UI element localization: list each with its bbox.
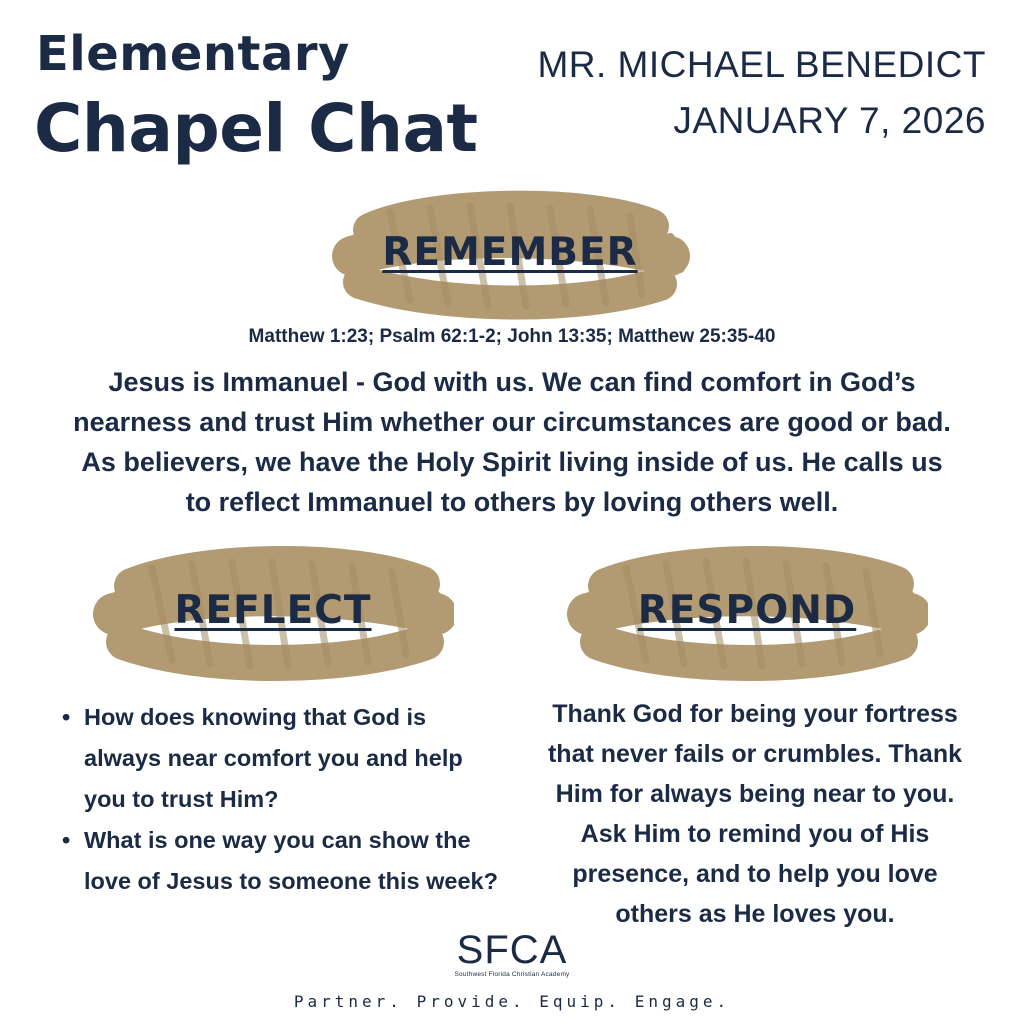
respond-line: others as He loves you.	[615, 900, 895, 928]
sfca-logo-subtitle: Southwest Florida Christian Academy	[454, 971, 570, 978]
question-line: you to trust Him?	[84, 786, 279, 812]
question-line: always near comfort you and help	[84, 745, 463, 771]
question-line: love of Jesus to someone this week?	[84, 868, 498, 894]
respond-line: Him for always being near to you.	[555, 780, 955, 808]
scripture-references: Matthew 1:23; Psalm 62:1-2; John 13:35; Matthew 25:35-40	[248, 326, 776, 347]
respond-line: that never fails or crumbles. Thank	[547, 740, 962, 768]
sfca-logo-text: SFCA	[456, 928, 568, 972]
reflect-questions	[58, 697, 508, 902]
remember-line: As believers, we have the Holy Spirit living inside of us. He calls us	[81, 447, 943, 477]
respond-line: Thank God for being your fortress	[552, 700, 958, 728]
question-line: • How does knowing that God is	[84, 704, 427, 730]
respond-heading: RESPOND	[637, 588, 857, 633]
question-line: • What is one way you can show the	[84, 827, 471, 853]
sfca-logo	[0, 930, 1024, 978]
reflect-question	[58, 820, 508, 902]
reflect-heading: REFLECT	[174, 588, 372, 633]
respond-body	[520, 694, 990, 934]
title-elementary: Elementary	[36, 26, 350, 82]
remember-body	[30, 362, 994, 522]
respond-line: Ask Him to remind you of His	[580, 820, 930, 848]
remember-line: nearness and trust Him whether our circumstances are good or bad.	[73, 407, 951, 437]
remember-heading: REMEMBER	[382, 230, 638, 275]
title-chapel-chat: Chapel Chat	[34, 90, 478, 167]
reflect-question	[58, 697, 508, 820]
respond-line: presence, and to help you love	[572, 860, 938, 888]
tagline: Partner. Provide. Equip. Engage.	[293, 992, 731, 1011]
remember-line: to reflect Immanuel to others by loving others well.	[185, 487, 839, 517]
remember-line: Jesus is Immanuel - God with us. We can find comfort in God’s	[108, 367, 916, 397]
event-date: JANUARY 7, 2026	[673, 100, 986, 141]
speaker-name: MR. MICHAEL BENEDICT	[537, 44, 986, 85]
